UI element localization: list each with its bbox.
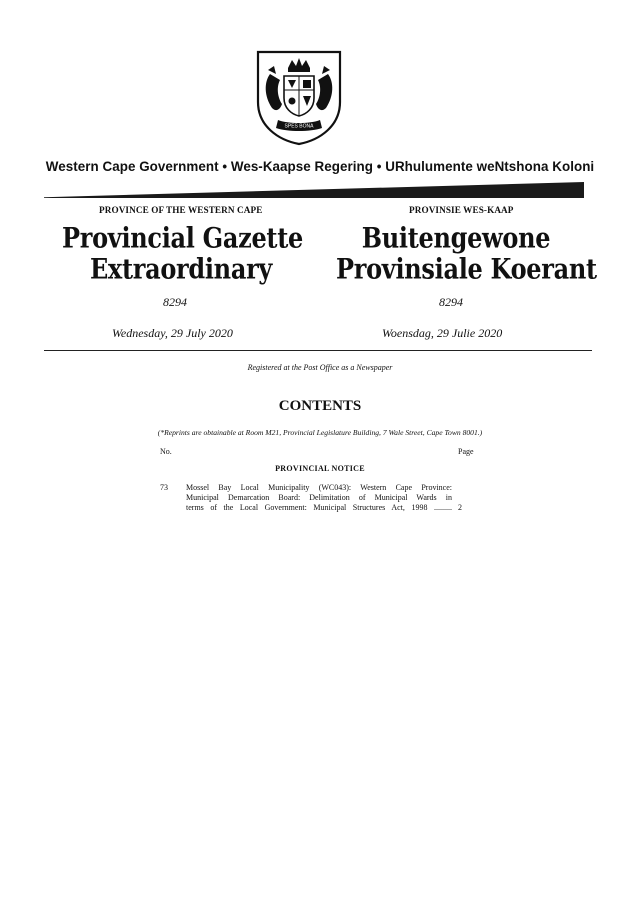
government-name-line: Western Cape Government • Wes-Kaapse Regering • URhulumente weNtshona Koloni bbox=[45, 159, 595, 174]
registration-note: Registered at the Post Office as a Newspaper bbox=[247, 363, 393, 372]
reprints-note: (*Reprints are obtainable at Room M21, Provincial Legislature Building, 7 Wale Street, Cape Town 8001.) bbox=[157, 428, 483, 437]
gazette-title-afrikaans-line1: Buitengewone bbox=[361, 220, 551, 255]
gazette-title-english-line2: Extraordinary bbox=[89, 251, 273, 286]
gazette-title-afrikaans-line2: Provinsiale Koerant bbox=[336, 251, 597, 286]
notice-number: 73 bbox=[160, 483, 168, 492]
coat-of-arms-icon bbox=[250, 46, 348, 146]
issue-number-afrikaans: 8294 bbox=[439, 295, 463, 309]
issue-number-english: 8294 bbox=[163, 295, 187, 309]
notice-title-line: Mossel Bay Local Municipality (WC043): Western Cape Province: bbox=[186, 483, 452, 492]
masthead-wedge-bar bbox=[44, 182, 584, 198]
column-header-page: Page bbox=[458, 447, 474, 456]
notice-page-number: 2 bbox=[458, 503, 462, 512]
section-heading: PROVINCIAL NOTICE bbox=[275, 464, 365, 473]
notice-title-line: terms of the Local Government: Municipal Structures Act, 1998 ......... bbox=[186, 503, 452, 513]
column-header-number: No. bbox=[160, 447, 172, 456]
province-heading-afrikaans: PROVINSIE WES-KAAP bbox=[409, 205, 514, 215]
issue-date-afrikaans: Woensdag, 29 Julie 2020 bbox=[382, 326, 503, 340]
crest-motto: SPES BONA bbox=[284, 123, 314, 130]
contents-title: CONTENTS bbox=[278, 398, 362, 414]
gazette-title-english bbox=[62, 220, 303, 286]
province-heading-english: PROVINCE OF THE WESTERN CAPE bbox=[99, 205, 263, 215]
gazette-title-english-line1: Provincial Gazette bbox=[62, 220, 303, 255]
notice-title-line: Municipal Demarcation Board: Delimitation of Municipal Wards in bbox=[186, 493, 452, 503]
notice-title bbox=[186, 483, 452, 514]
header-divider bbox=[44, 350, 592, 351]
gazette-title-afrikaans bbox=[336, 220, 597, 286]
issue-date-english: Wednesday, 29 July 2020 bbox=[112, 326, 233, 340]
